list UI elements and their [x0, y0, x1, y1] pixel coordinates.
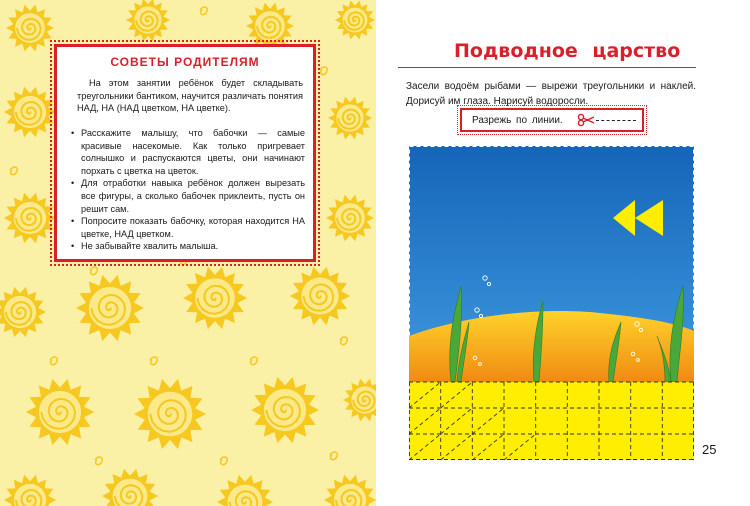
sun-icon	[6, 5, 54, 52]
right-page	[376, 0, 750, 506]
sun-icon	[246, 3, 294, 50]
swirl-decoration	[90, 267, 97, 275]
sun-icon	[26, 379, 94, 445]
sun-icon	[343, 379, 376, 422]
swirl-decoration	[340, 337, 347, 345]
bullet: •	[71, 128, 75, 138]
swirl-decoration	[250, 357, 257, 365]
sun-icon	[0, 287, 46, 338]
sun-icon	[126, 0, 170, 41]
swirl-decoration	[10, 167, 17, 175]
task-instructions: Засели водоём рыбами — вырежи треугольники и наклей. Дорисуй им глаза. Нарисуй водоросли.	[406, 81, 696, 107]
sun-icon	[251, 377, 319, 443]
sun-icon	[217, 475, 273, 506]
sun-icon	[4, 475, 56, 506]
cut-hint-label: Разрежь по линии.	[472, 115, 563, 126]
sun-icon	[335, 1, 375, 40]
scissors-icon	[577, 113, 595, 127]
parents-tips-box	[54, 44, 316, 262]
tips-title: СОВЕТЫ РОДИТЕЛЯМ	[110, 55, 260, 69]
swirl-decoration	[320, 67, 327, 75]
swirl-decoration	[200, 7, 207, 15]
title-divider	[398, 67, 696, 68]
tip-text: Попросите показать бабочку, которая находится НА цветке, НАД цветком.	[81, 216, 305, 239]
sun-icon	[4, 87, 56, 138]
underwater-scene	[409, 146, 694, 461]
sun-icon	[328, 97, 372, 140]
tip-text: Для отработки навыка ребёнок должен вырезать все фигуры, а сколько бабочек приклеить, пусть он решит сам.	[81, 178, 305, 214]
swirl-decoration	[330, 452, 337, 460]
tips-list-item	[71, 177, 305, 215]
sun-icon	[134, 379, 206, 449]
sun-icon	[76, 275, 144, 341]
tip-text: Не забывайте хвалить малыша.	[81, 241, 219, 252]
tips-list-item	[71, 127, 305, 177]
tip-text: Расскажите малышу, что бабочки — самые красивые насекомые. Как только пригревает солнышко и распускаются цветы, они начинают порхать с цветка на цветок.	[81, 128, 305, 176]
sun-icon	[324, 475, 376, 506]
sun-icon	[183, 267, 247, 329]
bullet: •	[71, 178, 75, 189]
cut-hint-box	[460, 108, 644, 132]
page-number: 25	[702, 442, 717, 457]
tips-intro: На этом занятии ребёнок будет складывать треугольники бантиком, научится различать понятия НАД, НА (НАД цветком, НА цветке).	[77, 78, 303, 114]
sun-icon	[290, 267, 350, 325]
sun-icon	[326, 195, 374, 242]
swirl-decoration	[95, 457, 102, 465]
cut-grid	[409, 382, 694, 460]
cut-line-sample	[596, 120, 636, 121]
tips-list	[71, 127, 305, 253]
swirl-decoration	[220, 457, 227, 465]
bullet: •	[71, 241, 75, 252]
sun-icon	[102, 469, 158, 506]
tips-list-item	[71, 240, 305, 253]
tips-list-item	[71, 215, 305, 240]
sun-icon	[4, 193, 56, 244]
bullet: •	[71, 216, 75, 227]
page-title: Подводное царство	[454, 40, 681, 62]
swirl-decoration	[50, 357, 57, 365]
swirl-decoration	[150, 357, 157, 365]
